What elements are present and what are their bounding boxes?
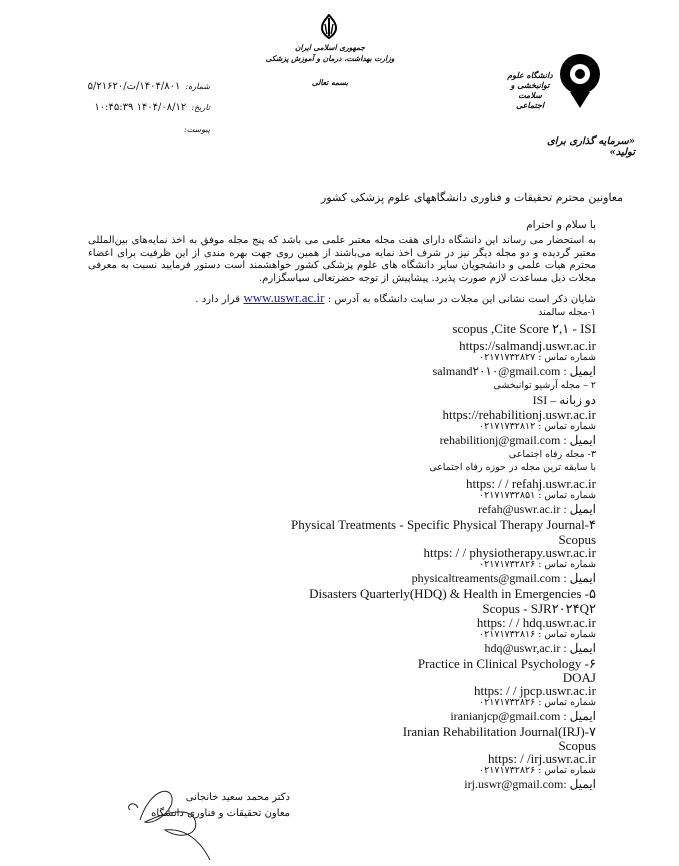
- letter-date: ۱۴۰۴/۰۸/۱۲ ۱۰:۴۵:۳۹: [94, 102, 187, 113]
- university-slogan: «سرمایه گذاری برای تولید»: [546, 136, 635, 158]
- journal-2-phone: شماره تماس : ۰۲۱۷۱۷۳۲۸۱۲: [479, 421, 596, 432]
- journal-7-url[interactable]: https: / /irj.uswr.ac.ir: [488, 751, 596, 766]
- university-name: دانشگاه علوم توانبخشی و سلامت اجتماعی: [507, 70, 553, 110]
- journal-6-email: ایمیل : iranianjcp@gmail.com: [450, 709, 596, 723]
- journal-4-url[interactable]: https: / / physiotherapy.uswr.ac.ir: [423, 545, 596, 560]
- journal-4-email: ایمیل : physicaltreaments@gmail.com: [411, 571, 596, 585]
- journal-2-email: ایمیل : rehabilitionj@gmail.com: [439, 433, 596, 447]
- attachment-label: پیوست:: [183, 125, 210, 134]
- journal-6-phone: شماره تماس : ۰۲۱۷۱۷۳۲۸۲۶: [479, 697, 596, 708]
- university-website-link[interactable]: www.uswr.ac.ir: [243, 290, 325, 305]
- letter-greeting: با سلام و احترام: [526, 219, 596, 231]
- gov-line-2: وزارت بهداشت، درمان و آموزش پزشکی: [265, 54, 395, 63]
- journal-3-title: ۳- مجله رفاه اجتماعی: [508, 449, 596, 460]
- journal-3-url[interactable]: https: / / refahj.uswr.ac.ir: [466, 476, 596, 491]
- number-label: شماره:: [185, 82, 210, 91]
- journal-4-index: Scopus: [558, 532, 596, 547]
- journal-3-email: ایمیل : refah@uswr.ac.ir: [477, 502, 596, 516]
- journal-3-phone: شماره تماس : ۰۲۱۷۱۷۳۲۸۵۱: [479, 490, 596, 501]
- journal-4-title: Physical Treatments - Specific Physical Therapy Journal-۴: [291, 517, 596, 532]
- signer-title: معاون تحقیقات و فناوری دانشگاه: [151, 808, 290, 819]
- note-prefix: شایان ذکر است نشانی این مجلات در سایت دانشگاه به آدرس :: [327, 294, 596, 305]
- journal-7-index: Scopus: [558, 738, 596, 753]
- journal-2-index: دو زبانه – ISI: [532, 393, 596, 407]
- journal-5-url[interactable]: https: / / hdq.uswr.ac.ir: [476, 615, 596, 630]
- gov-line-1: جمهوری اسلامی ایران: [294, 43, 366, 52]
- journal-5-title: Disasters Quarterly(HDQ) & Health in Emergencies -۵: [309, 586, 596, 601]
- letter-date-row: [60, 95, 210, 114]
- letter-recipient: معاونین محترم تحقیقات و فناوری دانشگاههای علوم پزشکی کشور: [321, 191, 623, 204]
- letter-number-row: [60, 74, 210, 93]
- gov-line-3: بسمه تعالی: [311, 78, 349, 87]
- journal-6-title: Practice in Clinical Psychology -۶: [417, 656, 596, 671]
- journal-3-index: با سابقه ترین مجله در حوزه رفاه اجتماعی: [429, 462, 596, 473]
- iran-emblem-icon: [318, 14, 340, 40]
- letter-note: [150, 290, 596, 306]
- signer-name: دکتر محمد سعید خانجانی: [185, 792, 290, 803]
- letter-paragraph: به استحضار می رساند این دانشگاه دارای هفت مجله معتبر علمی می باشد که پنج مجله موفق به اخذ نمایه‌های بین‌المللی معتبر گردیده و دو مجله دیگر نیز در شرف اخذ نمایه می‌باشند از همین روی جهت بهره مندی از این ظرفیت برای اعضاء محترم هیات علمی و دانشجویان سایر دانشگاه های علوم پزشکی کشور خواهشمند است دستور فرمایید نسبت به معرفی مجلات ذیل مساعدت لازم صورت پذیرد. پیشاپیش از توجه حضرتعالی سپاسگزارم.: [88, 235, 596, 284]
- journal-6-url[interactable]: https: / / jpcp.uswr.ac.ir: [473, 683, 596, 698]
- journal-5-email: ایمیل : hdq@uswr,ac.ir: [484, 641, 596, 655]
- journal-7-email: ایمیل :irj.uswr@gmail.com: [464, 777, 596, 791]
- handwritten-signature-icon: [110, 780, 240, 862]
- journal-1-phone: شماره تماس : ۰۲۱۷۱۷۳۲۸۲۷: [479, 352, 596, 363]
- journal-7-title: Iranian Rehabilitation Journal(IRJ)-۷: [402, 724, 596, 739]
- journal-5-index: Scopus - SJR۲۰۲۴Q۲: [482, 601, 596, 616]
- university-logo-icon: [552, 52, 608, 110]
- journal-1-url[interactable]: https://salmandj.uswr.ac.ir: [459, 338, 596, 353]
- journal-1-title: ۱-مجله سالمند: [538, 307, 596, 318]
- journal-7-phone: شماره تماس : ۰۲۱۷۱۷۳۲۸۲۶: [479, 765, 596, 776]
- attachment-row: [60, 117, 210, 136]
- note-suffix: قرار دارد .: [195, 294, 241, 305]
- journal-2-url[interactable]: https://rehabilitionj.uswr.ac.ir: [442, 407, 596, 422]
- journal-5-phone: شماره تماس : ۰۲۱۷۱۷۳۲۸۱۶: [479, 629, 596, 640]
- journal-1-email: ایمیل : salmand۲۰۱۰@gmail.com: [432, 364, 596, 378]
- journal-4-phone: شماره تماس : ۰۲۱۷۱۷۳۲۸۲۶: [479, 559, 596, 570]
- date-label: تاریخ:: [191, 103, 210, 112]
- journal-1-index: scopus ,Cite Score ۲,۱ - ISI: [452, 321, 596, 336]
- letter-number: ۱۴۰۴/۸۰۱/ت/۵/۲۱۶۲۰: [87, 81, 181, 92]
- journal-2-title: ۲ – مجله آرشیو توانبخشی: [493, 380, 596, 391]
- journal-6-index: DOAJ: [562, 670, 596, 685]
